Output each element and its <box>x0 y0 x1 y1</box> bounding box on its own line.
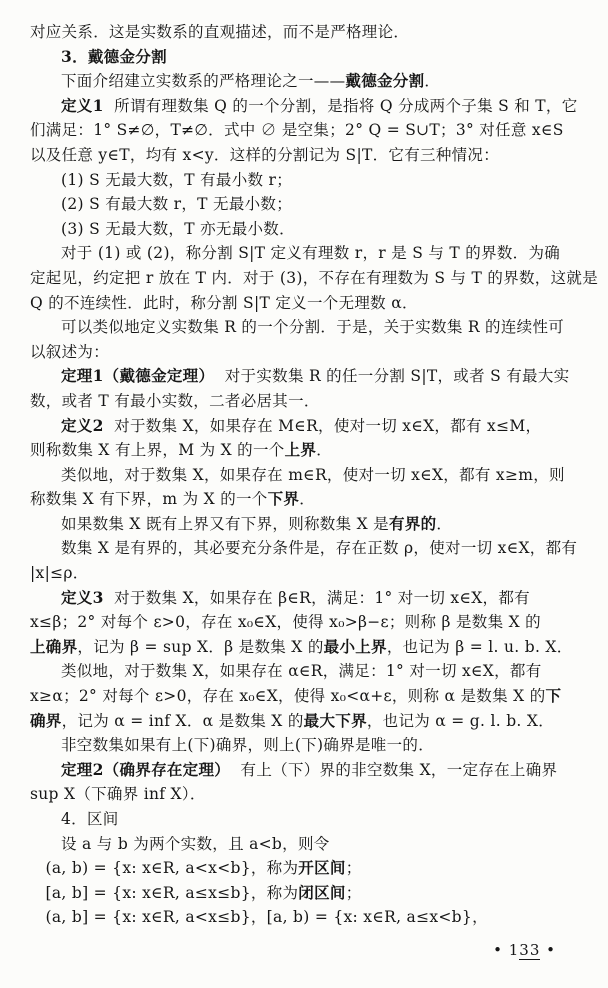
text-run: 类似地，对于数集 X，如果存在 α∈R，满足：1° 对一切 x∈X，都有 <box>61 662 542 681</box>
bold-term: 定理2（确界存在定理） <box>61 759 231 779</box>
page-text <box>30 20 599 930</box>
text-line <box>30 438 586 463</box>
text-run: |x|≤ρ． <box>30 564 89 583</box>
text-run: 对于数集 X，如果存在 M∈R，使对一切 x∈X，都有 x≤M， <box>103 416 542 435</box>
text-run: 定起见，约定把 r 放在 T 内．对于 (3)，不存在有理数为 S 与 T 的界数，这就是 <box>30 268 599 287</box>
text-line <box>30 684 586 709</box>
text-line <box>30 143 586 168</box>
text-line <box>30 856 586 881</box>
page-number-underlined: 33 <box>519 941 541 959</box>
text-run: 对于数集 X，如果存在 β∈R，满足：1° 对一切 x∈X，都有 <box>103 588 530 607</box>
text-line <box>30 782 586 807</box>
text-run: 对于实数集 R 的任一分割 S|T，或者 S 有最大实 <box>214 367 570 386</box>
text-line <box>30 733 586 758</box>
text-run: (3) S 无最大数，T 亦无最小数． <box>61 219 295 238</box>
text-run: (a, b) = {x: x∈R, a<x<b}，称为 <box>45 859 299 878</box>
text-run: ，也记为 β = l. u. b. X． <box>386 637 573 656</box>
bold-term: 定义1 <box>61 95 104 115</box>
text-run: 称数集 X 有下界，m 为 X 的一个 <box>30 490 268 509</box>
text-line <box>30 168 586 193</box>
bold-term: 下 <box>545 686 562 706</box>
page-number <box>493 941 556 959</box>
bold-term: 定义3 <box>61 587 104 607</box>
text-run: 如果数集 X 既有上界又有下界，则称数集 X 是 <box>61 514 389 533</box>
text-run: ，记为 α = inf X．α 是数集 X 的 <box>61 711 304 730</box>
text-line <box>30 192 586 217</box>
bold-term: 上界 <box>284 440 317 460</box>
bold-term: 开区间 <box>298 858 346 878</box>
text-run: 则称数集 X 有上界，M 为 X 的一个 <box>30 441 285 460</box>
text-run: Q 的不连续性．此时，称分割 S|T 定义一个无理数 α． <box>30 293 418 312</box>
text-run: 对应关系．这是实数系的直观描述，而不是严格理论． <box>30 23 410 41</box>
bold-term: 3．戴德金分割 <box>61 46 167 66</box>
bold-term: 上确界 <box>30 636 78 656</box>
text-line <box>30 94 586 119</box>
text-run: (2) S 有最大数 r，T 无最小数； <box>61 195 293 214</box>
text-run: 有上（下）界的非空数集 X，一定存在上确界 <box>230 760 558 779</box>
text-run: ； <box>345 883 362 902</box>
text-line <box>30 536 586 561</box>
text-line <box>30 340 586 365</box>
text-run: 数，或者 T 有最小实数，二者必居其一． <box>30 391 320 410</box>
text-run: 下面介绍建立实数系的严格理论之一—— <box>61 72 346 91</box>
bold-term: 定理1（戴德金定理） <box>61 366 215 386</box>
text-run: ． <box>299 490 316 509</box>
text-run: ，记为 β = sup X．β 是数集 X 的 <box>77 637 324 656</box>
text-line <box>30 45 586 70</box>
text-line <box>30 635 586 660</box>
text-line <box>30 807 586 832</box>
text-line <box>30 561 586 586</box>
text-run: ． <box>424 72 441 91</box>
text-run: ； <box>345 859 362 878</box>
bold-term: 最大下界 <box>303 710 367 730</box>
text-line <box>30 586 586 611</box>
text-run: 们满足：1° S≠∅，T≠∅．式中 ∅ 是空集；2° Q = S∪T；3° 对任意 x∈S <box>30 121 564 140</box>
text-run: 可以类似地定义实数集 R 的一个分割．于是，关于实数集 R 的连续性可 <box>61 318 565 337</box>
text-line <box>30 512 586 537</box>
text-run: x≤β；2° 对每个 ε>0，存在 x₀∈X，使得 x₀>β−ε；则称 β 是数集 X 的 <box>30 613 541 632</box>
text-run: ． <box>436 514 453 533</box>
bold-term: 定义2 <box>61 415 104 435</box>
text-run: ，也记为 α = g. l. b. X． <box>366 711 555 730</box>
text-line <box>30 881 586 906</box>
text-run: ． <box>316 441 332 460</box>
text-line <box>30 389 586 414</box>
text-line <box>30 20 586 45</box>
text-line <box>30 709 586 734</box>
bold-term: 下界 <box>267 489 300 509</box>
text-line <box>30 414 586 439</box>
text-line <box>30 217 586 242</box>
text-line <box>30 291 586 316</box>
text-line <box>30 463 586 488</box>
text-run: sup X（下确界 inf X）． <box>30 785 206 804</box>
bold-term: 最小上界 <box>323 636 387 656</box>
text-run: 以叙述为： <box>30 342 110 361</box>
text-line <box>30 315 586 340</box>
text-line <box>30 69 586 94</box>
bold-term: 闭区间 <box>298 882 346 902</box>
text-line <box>30 610 586 635</box>
text-line <box>30 758 586 783</box>
bold-term: 戴德金分割 <box>345 71 425 91</box>
text-run: 非空数集如果有上(下)确界，则上(下)确界是唯一的． <box>61 736 434 755</box>
text-run: (a, b] = {x: x∈R, a<x≤b}，[a, b) = {x: x∈R, a≤x<b}， <box>45 908 488 927</box>
text-line <box>30 659 586 684</box>
text-line <box>30 241 586 266</box>
text-line <box>30 364 586 389</box>
text-run: 所谓有理数集 Q 的一个分割，是指将 Q 分成两个子集 S 和 T，它 <box>103 96 578 115</box>
text-line <box>30 118 586 143</box>
text-run: 数集 X 是有界的，其必要充分条件是，存在正数 ρ，使对一切 x∈X，都有 <box>61 539 578 558</box>
text-run: 设 a 与 b 为两个实数，且 a<b，则令 <box>61 834 330 853</box>
bold-term: 有界的 <box>388 513 437 533</box>
bold-term: 确界 <box>30 710 62 730</box>
text-line <box>30 905 586 930</box>
text-line <box>30 487 586 512</box>
text-run: [a, b] = {x: x∈R, a≤x≤b}，称为 <box>45 883 299 902</box>
text-line <box>30 832 586 857</box>
text-run: (1) S 无最大数，T 有最小数 r； <box>61 170 293 189</box>
text-run: x≥α；2° 对每个 ε>0，存在 x₀∈X，使得 x₀<α+ε，则称 α 是数集 X 的 <box>30 687 546 706</box>
page-number-suffix: • <box>540 941 556 959</box>
text-run: 对于 (1) 或 (2)，称分割 S|T 定义有理数 r，r 是 S 与 T 的界数．为确 <box>61 244 561 263</box>
page-number-prefix: • 1 <box>493 941 520 959</box>
text-run: 以及任意 y∈T，均有 x<y．这样的分割记为 S|T．它有三种情况： <box>30 145 500 164</box>
text-line <box>30 266 599 291</box>
text-run: 类似地，对于数集 X，如果存在 m∈R，使对一切 x∈X，都有 x≥m，则 <box>61 465 565 484</box>
text-run: 4．区间 <box>61 810 119 828</box>
